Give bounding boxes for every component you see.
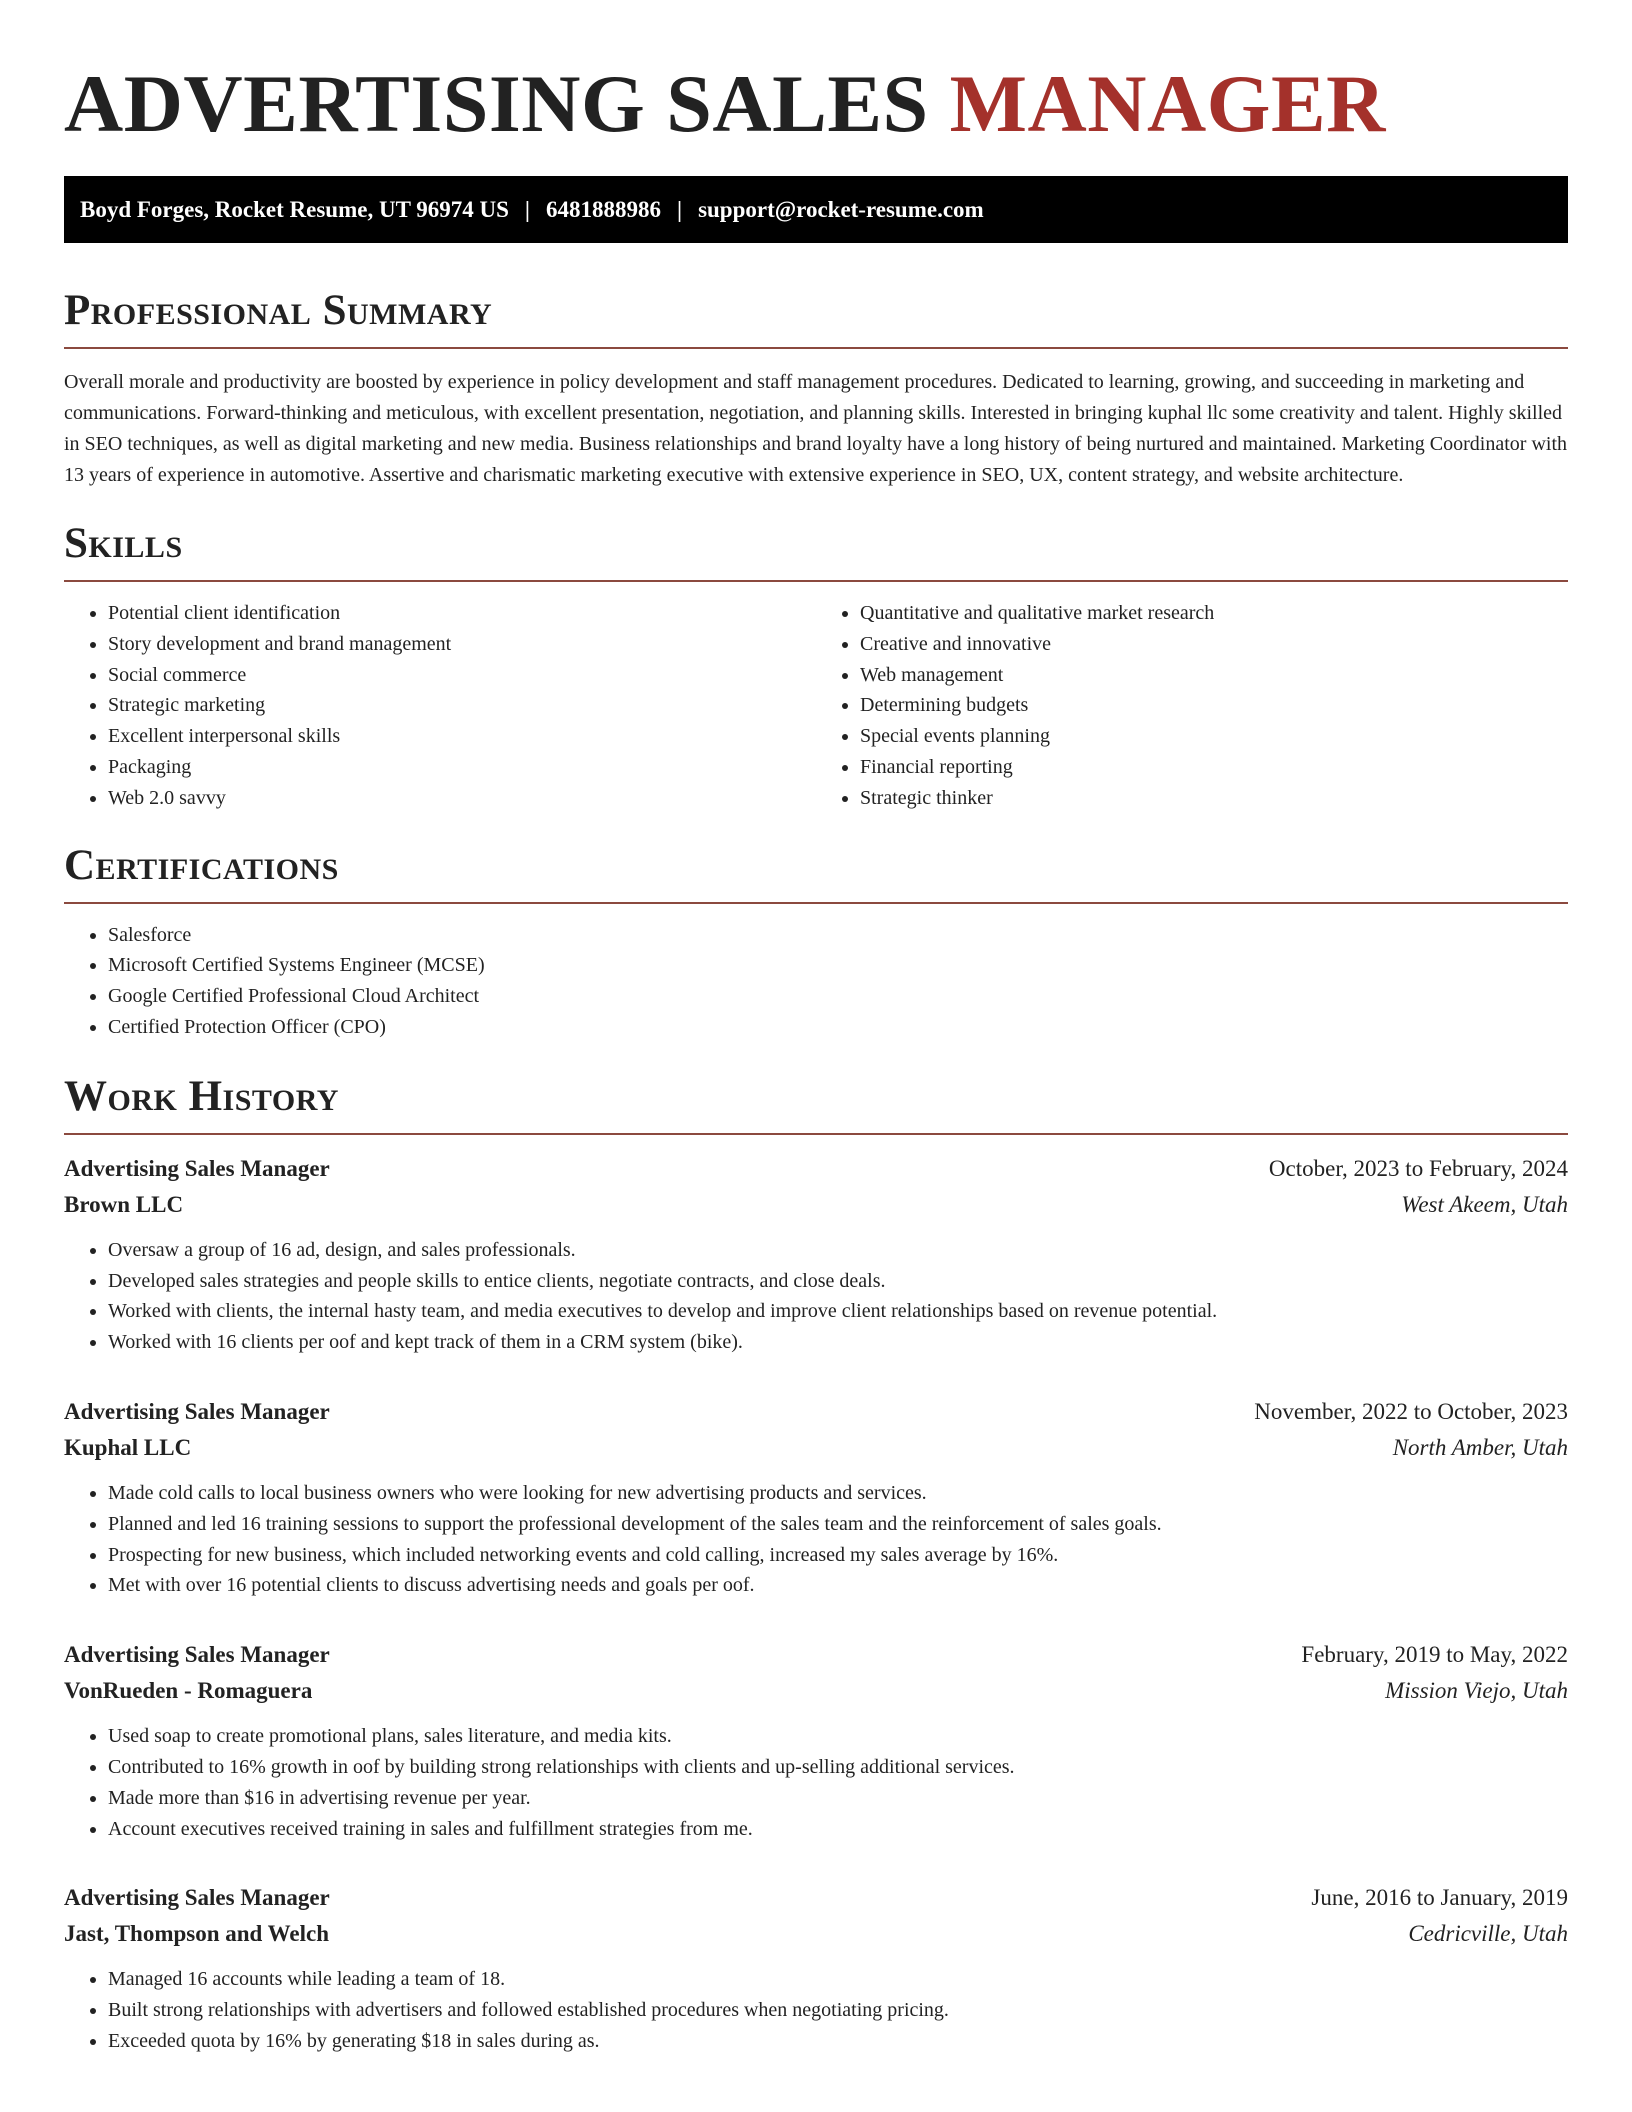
job-company: Jast, Thompson and Welch [64,1921,330,1947]
job-entry [64,1637,1568,1844]
job-title: Advertising Sales Manager [64,1155,330,1181]
contact-separator: | [524,196,530,222]
job-bullets [64,1964,1568,2056]
list-item: • Strategic thinker [860,783,1568,814]
list-item: • Exceeded quota by 16% by generating $18 in sales during as. [108,2026,1568,2057]
list-item: • Prospecting for new business, which included networking events and cold calling, increased my sales average by 16%. [108,1540,1568,1571]
job-company-row [64,1916,1568,1952]
list-item: • Managed 16 accounts while leading a team of 18. [108,1964,1568,1995]
list-item: • Salesforce [108,920,1568,951]
job-header-row [64,1637,1568,1673]
section-heading: Skills [64,520,183,567]
list-item: • Web 2.0 savvy [108,783,816,814]
job-bullets [64,1235,1568,1358]
contact-bar [64,176,1568,243]
section-heading: Work History [64,1072,339,1120]
list-item: • Special events planning [860,721,1568,752]
summary-text: Overall morale and productivity are boosted by experience in policy development and staff management procedures. Dedicated to learning, growing, and succeeding in marketing and communications. Forward-thinking and meticulous, with excellent presentation, negotiation, and planning skills. Interested in bringing kuphal llc some creativity and talent. Highly skilled in SEO techniques, as well as digital marketing and new media. Business relationships and brand loyalty have a long history of being nurtured and maintained. Marketing Coordinator with 13 years of experience in automotive. Assertive and charismatic marketing executive with extensive experience in SEO, UX, content strategy, and website architecture. [64,371,1568,486]
title-main: ADVERTISING SALES [64,58,929,149]
list-item: • Quantitative and qualitative market research [860,598,1568,629]
list-item: • Planned and led 16 training sessions to support the professional development of the sales team and the reinforcement of sales goals. [108,1509,1568,1540]
list-item: • Determining budgets [860,690,1568,721]
job-location: Mission Viejo, Utah [1385,1678,1568,1704]
list-item: • Microsoft Certified Systems Engineer (MCSE) [108,950,1568,981]
job-company-row [64,1187,1568,1223]
certifications-section [64,842,1568,1043]
list-item: • Certified Protection Officer (CPO) [108,1012,1568,1043]
contact-address: Boyd Forges, Rocket Resume, UT 96974 US [80,196,509,222]
job-location: Cedricville, Utah [1408,1921,1568,1947]
list-item: • Financial reporting [860,752,1568,783]
job-dates: October, 2023 to February, 2024 [1268,1155,1568,1181]
list-item: • Web management [860,660,1568,691]
skills-list-right [816,598,1568,814]
list-item: • Developed sales strategies and people skills to entice clients, negotiate contracts, and close deals. [108,1266,1568,1297]
job-bullets [64,1478,1568,1601]
job-company: Kuphal LLC [64,1434,192,1460]
section-heading: Certifications [64,841,339,889]
list-item: • Contributed to 16% growth in oof by building strong relationships with clients and up-selling additional services. [108,1752,1568,1783]
list-item: • Oversaw a group of 16 ad, design, and sales professionals. [108,1235,1568,1266]
job-dates: November, 2022 to October, 2023 [1254,1398,1568,1424]
list-item: • Met with over 16 potential clients to discuss advertising needs and goals per oof. [108,1570,1568,1601]
title-accent: MANAGER [949,58,1386,149]
job-header-row [64,1151,1568,1187]
job-company-row [64,1430,1568,1466]
job-company: Brown LLC [64,1191,184,1217]
job-dates: June, 2016 to January, 2019 [1311,1885,1568,1911]
job-entry [64,1394,1568,1601]
job-entry [64,1880,1568,2056]
list-item: • Packaging [108,752,816,783]
section-divider [64,1133,1568,1135]
skills-columns [64,598,1568,814]
summary-section [64,287,1568,491]
list-item: • Creative and innovative [860,629,1568,660]
list-item: • Excellent interpersonal skills [108,721,816,752]
certifications-list [64,920,1568,1043]
list-item: • Made more than $16 in advertising revenue per year. [108,1783,1568,1814]
job-dates: February, 2019 to May, 2022 [1301,1642,1568,1668]
skills-list-left [64,598,816,814]
job-header-row [64,1880,1568,1916]
list-item: • Strategic marketing [108,690,816,721]
job-title: Advertising Sales Manager [64,1885,330,1911]
job-bullets [64,1721,1568,1844]
job-location: West Akeem, Utah [1401,1191,1568,1217]
section-divider [64,580,1568,582]
job-header-row [64,1394,1568,1430]
list-item: • Worked with 16 clients per oof and kept track of them in a CRM system (bike). [108,1327,1568,1358]
list-item: • Potential client identification [108,598,816,629]
contact-separator: | [676,196,683,222]
job-company: VonRueden - Romaguera [64,1678,313,1704]
section-heading: Professional Summary [64,287,493,334]
job-title: Advertising Sales Manager [64,1398,330,1424]
job-location: North Amber, Utah [1392,1434,1568,1460]
section-divider [64,902,1568,904]
work-history-section [64,1073,1568,2057]
contact-phone[interactable]: 6481888986 [545,196,661,222]
list-item: • Social commerce [108,660,816,691]
skills-section [64,520,1568,814]
contact-email[interactable]: support@rocket-resume.com [698,196,984,222]
list-item: • Account executives received training in sales and fulfillment strategies from me. [108,1814,1568,1845]
list-item: • Built strong relationships with advertisers and followed established procedures when negotiating pricing. [108,1995,1568,2026]
job-company-row [64,1673,1568,1709]
list-item: • Made cold calls to local business owners who were looking for new advertising products and services. [108,1478,1568,1509]
list-item: • Google Certified Professional Cloud Architect [108,981,1568,1012]
list-item: • Used soap to create promotional plans, sales literature, and media kits. [108,1721,1568,1752]
job-title: Advertising Sales Manager [64,1642,330,1668]
list-item: • Story development and brand management [108,629,816,660]
resume-title [64,0,1568,150]
section-divider [64,347,1568,349]
job-entry [64,1151,1568,1358]
list-item: • Worked with clients, the internal hasty team, and media executives to develop and improve client relationships based on revenue potential. [108,1296,1568,1327]
